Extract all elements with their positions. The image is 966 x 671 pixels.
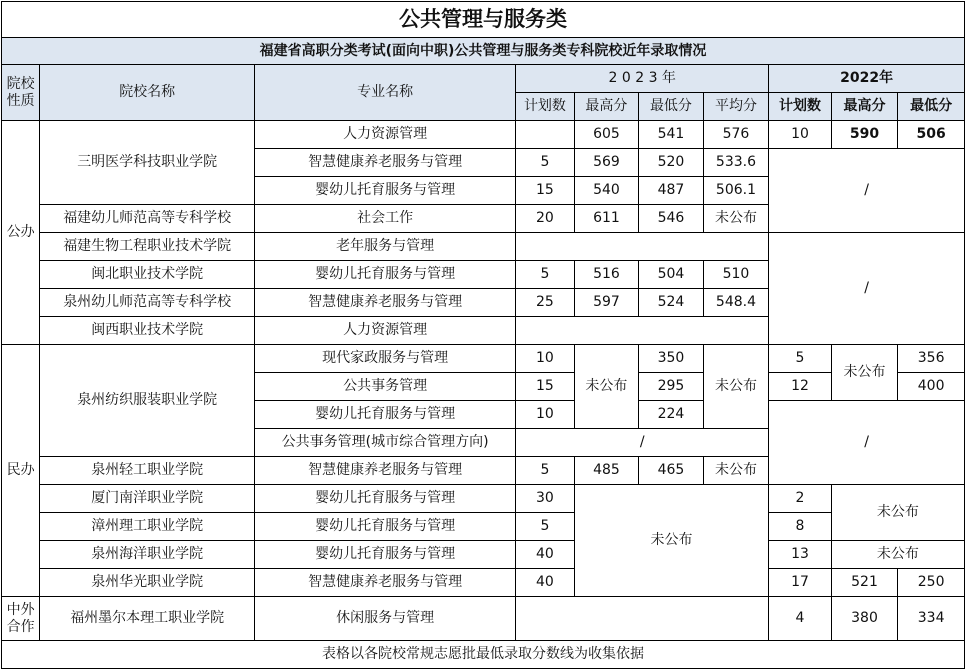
empty-2023: [516, 317, 769, 345]
plan-2023: 30: [516, 485, 574, 513]
table-row: [2, 513, 965, 541]
max-2023: 597: [574, 289, 639, 317]
header-min-2023: 最低分: [639, 93, 704, 121]
major-name: 休闲服务与管理: [255, 597, 516, 641]
avg-2023: 未公布: [703, 205, 769, 233]
max-2022: 521: [831, 569, 898, 597]
avg-2023: 未公布: [703, 457, 769, 485]
max-2023: 605: [574, 121, 639, 149]
school-name: 漳州理工职业学院: [40, 513, 255, 541]
school-name: 泉州轻工职业学院: [40, 457, 255, 485]
plan-2023: 25: [516, 289, 574, 317]
table-row: [2, 569, 965, 597]
plan-2023: 10: [516, 345, 574, 373]
min-2022: 334: [898, 597, 965, 641]
plan-2023: 5: [516, 457, 574, 485]
min-2023: 350: [639, 345, 704, 373]
school-name: 泉州海洋职业学院: [40, 541, 255, 569]
plan-2023: 15: [516, 177, 574, 205]
major-name: 智慧健康养老服务与管理: [255, 149, 516, 177]
table-row: [2, 597, 965, 641]
plan-2022: 10: [769, 121, 832, 149]
empty-2023: [516, 597, 769, 641]
header-min-2022: 最低分: [898, 93, 965, 121]
plan-2023: 15: [516, 373, 574, 401]
school-name: 闽西职业技术学院: [40, 317, 255, 345]
min-2023: 504: [639, 261, 704, 289]
min-2022: 356: [898, 345, 965, 373]
header-plan-2023: 计划数: [516, 93, 574, 121]
major-name: 婴幼儿托育服务与管理: [255, 401, 516, 429]
table-row: [2, 121, 965, 149]
table-row: [2, 485, 965, 513]
max-2023: 516: [574, 261, 639, 289]
min-2022: 400: [898, 373, 965, 401]
table-subtitle: 福建省高职分类考试(面向中职)公共管理与服务类专科院校近年录取情况: [2, 38, 965, 65]
plan-2022: 5: [769, 345, 832, 373]
school-name: 福建生物工程职业技术学院: [40, 233, 255, 261]
major-name: 老年服务与管理: [255, 233, 516, 261]
major-name: 智慧健康养老服务与管理: [255, 569, 516, 597]
avg-2023: 576: [703, 121, 769, 149]
group-label: 公办: [2, 121, 40, 345]
major-name: 婴幼儿托育服务与管理: [255, 177, 516, 205]
school-name: 泉州纺织服装职业学院: [40, 345, 255, 457]
major-name: 婴幼儿托育服务与管理: [255, 485, 516, 513]
min-2023: 295: [639, 373, 704, 401]
plan-2023: [516, 121, 574, 149]
min-2023: 541: [639, 121, 704, 149]
admission-table: [1, 1, 965, 669]
not-published-2022: 未公布: [831, 485, 964, 541]
min-2022: 506: [898, 121, 965, 149]
plan-2023: 40: [516, 569, 574, 597]
major-name: 现代家政服务与管理: [255, 345, 516, 373]
max-2022: 380: [831, 597, 898, 641]
max-2022: 590: [831, 121, 898, 149]
min-2023: 546: [639, 205, 704, 233]
header-max-2023: 最高分: [574, 93, 639, 121]
plan-2023: 20: [516, 205, 574, 233]
header-school: 院校名称: [40, 65, 255, 121]
plan-2023: 5: [516, 261, 574, 289]
not-published-2022: 未公布: [831, 541, 964, 569]
min-2022: 250: [898, 569, 965, 597]
max-2023: 540: [574, 177, 639, 205]
major-name: 婴幼儿托育服务与管理: [255, 513, 516, 541]
header-nature: 院校性质: [2, 65, 40, 121]
school-name: 泉州华光职业学院: [40, 569, 255, 597]
plan-2023: 10: [516, 401, 574, 429]
max-2023: 未公布: [574, 345, 639, 429]
major-name: 婴幼儿托育服务与管理: [255, 541, 516, 569]
group-label: 中外合作: [2, 597, 40, 641]
not-available-2022: /: [769, 149, 965, 233]
school-name: 三明医学科技职业学院: [40, 121, 255, 205]
min-2023: 487: [639, 177, 704, 205]
table-row: [2, 233, 965, 261]
not-available-2022: /: [769, 401, 965, 485]
school-name: 厦门南洋职业学院: [40, 485, 255, 513]
max-2023: 569: [574, 149, 639, 177]
avg-2023: 510: [703, 261, 769, 289]
major-name: 公共事务管理(城市综合管理方向): [255, 429, 516, 457]
major-name: 智慧健康养老服务与管理: [255, 289, 516, 317]
school-name: 泉州幼儿师范高等专科学校: [40, 289, 255, 317]
plan-2022: 2: [769, 485, 832, 513]
major-name: 智慧健康养老服务与管理: [255, 457, 516, 485]
max-2023: 485: [574, 457, 639, 485]
min-2023: 524: [639, 289, 704, 317]
min-2023: 224: [639, 401, 704, 429]
not-available-2022: /: [769, 233, 965, 345]
school-name: 闽北职业技术学院: [40, 261, 255, 289]
not-published-2023: 未公布: [574, 485, 769, 597]
max-2023: 611: [574, 205, 639, 233]
avg-2023: 548.4: [703, 289, 769, 317]
header-avg-2023: 平均分: [703, 93, 769, 121]
table-row: [2, 541, 965, 569]
avg-2023: 506.1: [703, 177, 769, 205]
avg-2023: 533.6: [703, 149, 769, 177]
header-plan-2022: 计划数: [769, 93, 832, 121]
avg-2023: 未公布: [703, 345, 769, 429]
plan-2022: 17: [769, 569, 832, 597]
major-name: 婴幼儿托育服务与管理: [255, 261, 516, 289]
major-name: 社会工作: [255, 205, 516, 233]
empty-2023: [516, 233, 769, 261]
school-name: 福州墨尔本理工职业学院: [40, 597, 255, 641]
plan-2022: 13: [769, 541, 832, 569]
not-available-2023: /: [516, 429, 769, 457]
max-2022: 未公布: [831, 345, 898, 401]
major-name: 人力资源管理: [255, 317, 516, 345]
plan-2022: 12: [769, 373, 832, 401]
school-name: 福建幼儿师范高等专科学校: [40, 205, 255, 233]
header-year-2022: 2022年: [769, 65, 965, 93]
header-max-2022: 最高分: [831, 93, 898, 121]
major-name: 人力资源管理: [255, 121, 516, 149]
plan-2022: 4: [769, 597, 832, 641]
min-2023: 520: [639, 149, 704, 177]
plan-2023: 40: [516, 541, 574, 569]
major-name: 公共事务管理: [255, 373, 516, 401]
plan-2023: 5: [516, 513, 574, 541]
table-footnote: 表格以各院校常规志愿批最低录取分数线为收集依据: [2, 641, 965, 669]
table-row: [2, 345, 965, 373]
plan-2022: 8: [769, 513, 832, 541]
plan-2023: 5: [516, 149, 574, 177]
header-major: 专业名称: [255, 65, 516, 121]
min-2023: 465: [639, 457, 704, 485]
header-year-2023: 2 0 2 3 年: [516, 65, 769, 93]
group-label: 民办: [2, 345, 40, 597]
page-title: 公共管理与服务类: [2, 2, 965, 38]
